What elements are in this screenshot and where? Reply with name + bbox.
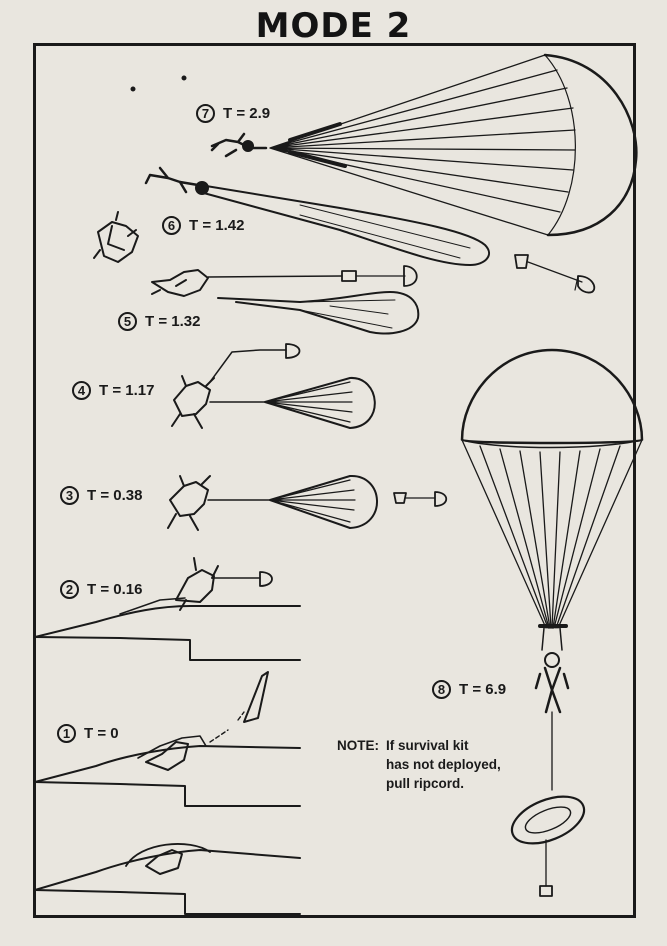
step-8-label <box>432 680 506 699</box>
note-line: has not deployed, <box>386 757 501 772</box>
step-8-time: T = 6.9 <box>459 681 507 698</box>
step-1-time: T = 0 <box>84 725 119 742</box>
step-7-label <box>196 104 270 123</box>
step-7-time: T = 2.9 <box>223 105 271 122</box>
speck-mark <box>183 77 186 80</box>
diagram-title: MODE 2 <box>255 6 412 46</box>
step-3-label <box>60 486 142 505</box>
note-label: NOTE: <box>337 738 379 753</box>
step-3-time: T = 0.38 <box>87 487 143 504</box>
step-5-number: 5 <box>118 312 137 331</box>
step-1-number: 1 <box>57 724 76 743</box>
step-1-label <box>57 724 119 743</box>
step-5-label <box>118 312 200 331</box>
step-6-number: 6 <box>162 216 181 235</box>
step-6-time: T = 1.42 <box>189 217 245 234</box>
step-5-time: T = 1.32 <box>145 313 201 330</box>
step-4-label <box>72 381 154 400</box>
step-3-parachute <box>168 476 446 530</box>
step-4-number: 4 <box>72 381 91 400</box>
step-6-label <box>162 216 244 235</box>
step-4-time: T = 1.17 <box>99 382 155 399</box>
step-2-label <box>60 580 142 599</box>
jet-before-ejection <box>35 844 300 914</box>
step-2-number: 2 <box>60 580 79 599</box>
step-8-number: 8 <box>432 680 451 699</box>
step-8-parachute <box>462 350 642 896</box>
step-2-jet-and-seat <box>35 558 300 660</box>
step-7-parachute <box>212 55 636 235</box>
step-3-number: 3 <box>60 486 79 505</box>
note-line: If survival kit <box>386 738 469 753</box>
step-4-parachute <box>172 344 375 428</box>
step-7-number: 7 <box>196 104 215 123</box>
separated-seat <box>94 212 138 262</box>
note-line: pull ripcord. <box>386 776 465 791</box>
note-text <box>386 736 506 793</box>
speck-mark <box>132 88 135 91</box>
step-2-time: T = 0.16 <box>87 581 143 598</box>
